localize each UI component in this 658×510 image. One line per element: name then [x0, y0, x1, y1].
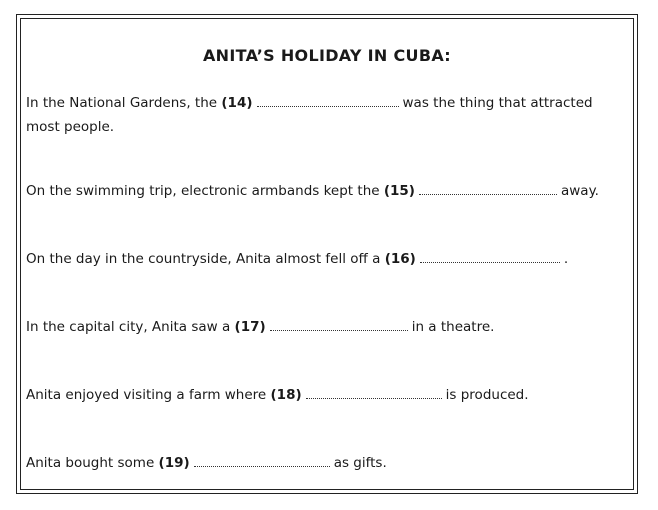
question-19: [26, 451, 387, 475]
question-14-text: In the National Gardens, the: [26, 95, 222, 111]
page-title: ANITA’S HOLIDAY IN CUBA:: [202, 46, 452, 65]
question-19-after: as gifts.: [333, 455, 387, 471]
question-17-after: in a theatre.: [411, 319, 495, 335]
worksheet-frame: [16, 14, 638, 494]
question-15-number: (15): [383, 183, 415, 199]
answer-blank-16[interactable]: [420, 250, 560, 263]
question-18-text: Anita enjoyed visiting a farm where: [26, 387, 271, 403]
answer-blank-18[interactable]: [306, 386, 442, 399]
answer-blank-17[interactable]: [270, 318, 408, 331]
question-17-number: (17): [234, 319, 266, 335]
question-14-after: was the thing that attracted: [402, 95, 593, 111]
question-17-text: In the capital city, Anita saw a: [26, 319, 235, 335]
question-16: [26, 247, 568, 271]
question-18-after: is produced.: [445, 387, 529, 403]
question-19-number: (19): [158, 455, 190, 471]
answer-blank-19[interactable]: [194, 454, 330, 467]
question-15: [26, 179, 599, 203]
question-17: [26, 315, 494, 339]
question-19-text: Anita bought some: [26, 455, 159, 471]
question-16-number: (16): [384, 251, 416, 267]
question-16-text: On the day in the countryside, Anita almost fell off a: [26, 251, 385, 267]
question-16-after: .: [563, 251, 569, 267]
question-14-number: (14): [221, 95, 253, 111]
answer-blank-14[interactable]: [257, 94, 399, 107]
question-15-text: On the swimming trip, electronic armbands kept the: [26, 183, 384, 199]
question-18: [26, 383, 529, 407]
question-15-after: away.: [560, 183, 599, 199]
question-14: [26, 91, 593, 139]
question-14-continuation: most people.: [26, 119, 115, 135]
question-18-number: (18): [270, 387, 302, 403]
worksheet-inner-frame: [20, 18, 634, 490]
answer-blank-15[interactable]: [419, 182, 557, 195]
